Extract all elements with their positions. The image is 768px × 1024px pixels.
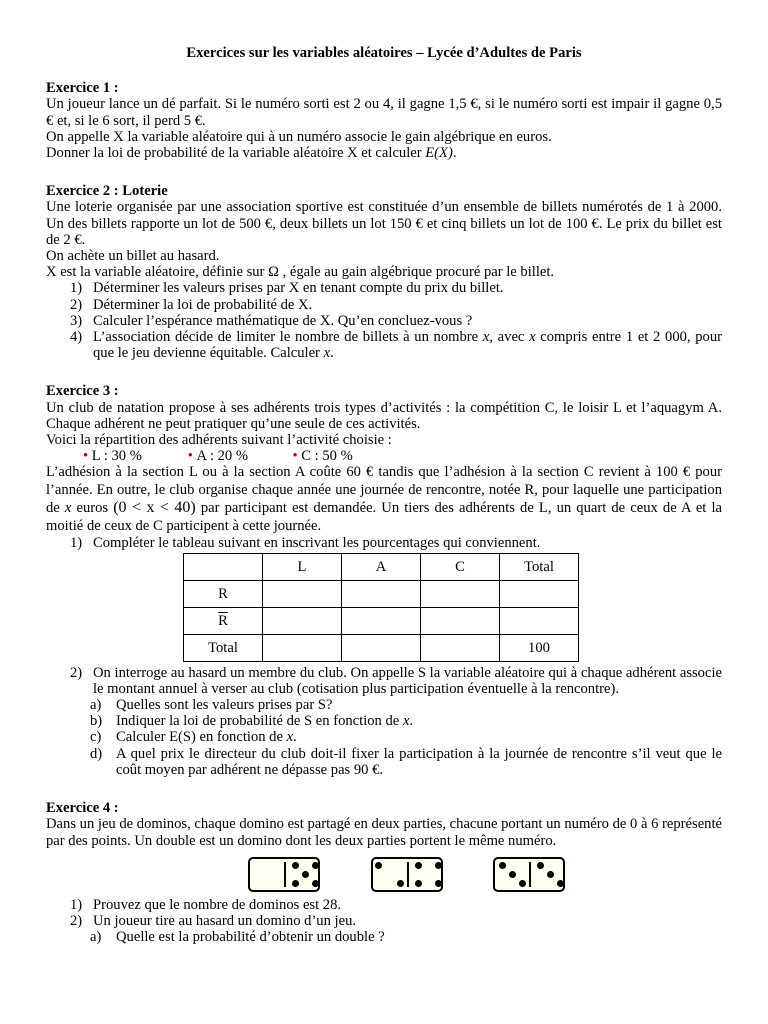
math-expectation: E(X) bbox=[425, 145, 453, 162]
exercise-2-heading: Exercice 2 : Loterie bbox=[46, 183, 168, 200]
domino-pip bbox=[292, 880, 299, 887]
bullet-icon: • bbox=[187, 448, 193, 465]
math-omega: Ω bbox=[268, 264, 279, 281]
item-number: 1) bbox=[70, 896, 83, 913]
domino-pip bbox=[292, 862, 299, 869]
domino-divider bbox=[529, 862, 531, 887]
table-row bbox=[184, 580, 579, 607]
distribution-bullets bbox=[46, 448, 722, 464]
table-cell bbox=[263, 580, 342, 607]
exercise-4-heading: Exercice 4 : bbox=[46, 800, 119, 817]
table-cell bbox=[421, 634, 500, 661]
text: X est la variable aléatoire, définie sur bbox=[46, 264, 269, 281]
domino-3-3 bbox=[493, 857, 565, 892]
domino-pip bbox=[415, 862, 422, 869]
exercise-3-text: Un club de natation propose à ses adhérents trois types d’activités : la compétition C, le loisir L et l’aquagym A. Chaque adhérent ne peut pratiquer qu’une seule de ces activités. bbox=[46, 399, 722, 432]
exercise-2-text: On achète un billet au hasard. bbox=[46, 248, 220, 265]
bullet-item: A : 20 % bbox=[196, 448, 249, 465]
list-item bbox=[46, 280, 722, 296]
domino-pip bbox=[547, 871, 554, 878]
table-cell: Total bbox=[184, 634, 263, 661]
table-cell bbox=[263, 607, 342, 634]
domino-pip bbox=[397, 880, 404, 887]
sub-item bbox=[46, 729, 722, 745]
item-number: 3) bbox=[70, 312, 83, 329]
table-cell: Total bbox=[500, 553, 579, 580]
domino-pip bbox=[375, 862, 382, 869]
math-x: x bbox=[286, 729, 294, 746]
domino-pip bbox=[557, 880, 564, 887]
text: , égale au gain algébrique procuré par le billet. bbox=[282, 264, 555, 281]
document-page bbox=[46, 45, 722, 945]
exercise-1-text: On appelle X la variable aléatoire qui à un numéro associe le gain algébrique en euros. bbox=[46, 128, 552, 145]
item-text: Indiquer la loi de probabilité de S en fonction de bbox=[116, 713, 403, 730]
list-item bbox=[46, 297, 722, 313]
table-cell: L bbox=[263, 553, 342, 580]
item-text: Déterminer la loi de probabilité de X. bbox=[93, 296, 313, 313]
exercise-3-text bbox=[46, 464, 722, 535]
domino-pip bbox=[519, 880, 526, 887]
percentage-table bbox=[183, 553, 579, 662]
item-number: a) bbox=[90, 929, 102, 946]
item-text: Un joueur tire au hasard un domino d’un jeu. bbox=[93, 912, 357, 929]
item-number: d) bbox=[90, 745, 103, 762]
table-row bbox=[184, 607, 579, 634]
text: . bbox=[330, 345, 334, 362]
table-cell bbox=[184, 553, 263, 580]
domino-pip bbox=[509, 871, 516, 878]
table-cell: 100 bbox=[500, 634, 579, 661]
domino-pip bbox=[312, 880, 319, 887]
bullet-icon: • bbox=[292, 448, 298, 465]
domino-illustrations bbox=[46, 853, 722, 897]
sub-item bbox=[46, 713, 722, 729]
table-header-row bbox=[184, 553, 579, 580]
text: Donner la loi de probabilité de la variable aléatoire X et calculer bbox=[46, 145, 426, 162]
list-item bbox=[46, 913, 722, 929]
table-cell bbox=[500, 607, 579, 634]
item-text: Déterminer les valeurs prises par X en tenant compte du prix du billet. bbox=[93, 280, 504, 297]
math-x: x bbox=[529, 329, 536, 346]
math-x: x bbox=[482, 329, 490, 346]
table-cell bbox=[500, 580, 579, 607]
text: par participant est demandée. Un tiers des adhérents de L, un quart de ceux de A et la moitié de ceux de C participent à cette journée. bbox=[46, 500, 722, 534]
list-item bbox=[46, 897, 722, 913]
domino-pip bbox=[537, 862, 544, 869]
table-cell bbox=[342, 580, 421, 607]
text: . bbox=[293, 729, 297, 746]
math-x: x bbox=[402, 713, 410, 730]
item-number: b) bbox=[90, 713, 103, 730]
item-text: Quelles sont les valeurs prises par S? bbox=[116, 697, 333, 714]
text: L’association décide de limiter le nombre de billets à un nombre bbox=[93, 329, 483, 346]
exercise-2-text bbox=[46, 264, 722, 280]
table-cell bbox=[421, 580, 500, 607]
bullet-item: C : 50 % bbox=[301, 448, 353, 465]
item-text: Calculer l’espérance mathématique de X. Qu’en concluez-vous ? bbox=[93, 312, 473, 329]
item-number: c) bbox=[90, 729, 102, 746]
exercise-1-heading: Exercice 1 : bbox=[46, 80, 119, 97]
item-text: A quel prix le directeur du club doit-il fixer la participation à la journée de rencontre s’il veut que le coût moyen par adhérent ne dépasse pas 90 €. bbox=[116, 745, 722, 778]
domino-divider bbox=[284, 862, 286, 887]
text: compris entre 1 et 2 000, pour que le jeu devienne équitable. Calculer bbox=[93, 329, 722, 362]
item-text: On interroge au hasard un membre du club. On appelle S la variable aléatoire qui à chaque adhérent associe le montant annuel à verser au club (cotisation plus participation éventuelle à la rencontre). bbox=[93, 664, 722, 697]
exercise-1-question bbox=[46, 145, 722, 161]
exercise-1-text: Un joueur lance un dé parfait. Si le numéro sorti est 2 ou 4, il gagne 1,5 €, si le numéro sorti est impair il gagne 0,5 € et, si le 6 sort, il perd 5 €. bbox=[46, 96, 722, 129]
exercise-2-text: Une loterie organisée par une association sportive est constituée d’un ensemble de billets numérotés de 1 à 2000. Un des billets rapporte un lot de 500 €, deux billets un lot 150 € et cinq billets un lot de 100 €. Le prix du billet est de 2 €. bbox=[46, 199, 722, 248]
table-cell: C bbox=[421, 553, 500, 580]
text: . bbox=[409, 713, 414, 730]
table-cell bbox=[342, 634, 421, 661]
list-item bbox=[46, 313, 722, 329]
text: euros bbox=[71, 500, 114, 517]
exercise-4-text: Dans un jeu de dominos, chaque domino est partagé en deux parties, chacune portant un numéro de 0 à 6 représenté par des points. Un double est un domino dont les deux parties portent le même numéro. bbox=[46, 816, 722, 849]
item-number: 2) bbox=[70, 664, 83, 681]
sub-item bbox=[46, 746, 722, 778]
table-cell: A bbox=[342, 553, 421, 580]
math-x: x bbox=[64, 500, 72, 517]
domino-pip bbox=[435, 880, 442, 887]
domino-0-5 bbox=[248, 857, 320, 892]
list-item bbox=[46, 329, 722, 361]
domino-pip bbox=[312, 862, 319, 869]
item-text: Quelle est la probabilité d’obtenir un double ? bbox=[116, 929, 385, 946]
item-number: 1) bbox=[70, 280, 83, 297]
list-item bbox=[46, 535, 722, 551]
table-row bbox=[184, 634, 579, 661]
text: . bbox=[452, 145, 457, 162]
item-number: 4) bbox=[70, 329, 83, 346]
math-x: x bbox=[323, 345, 331, 362]
exercise-3-heading: Exercice 3 : bbox=[46, 383, 119, 400]
sub-item bbox=[46, 929, 722, 945]
item-text: Prouvez que le nombre de dominos est 28. bbox=[93, 896, 342, 913]
list-item bbox=[46, 665, 722, 697]
item-number: 1) bbox=[70, 535, 83, 552]
bullet-item: L : 30 % bbox=[91, 448, 142, 465]
item-number: a) bbox=[90, 697, 102, 714]
domino-pip bbox=[302, 871, 309, 878]
document-title: Exercices sur les variables aléatoires – Lycée d’Adultes de Paris bbox=[186, 45, 582, 61]
table-cell bbox=[342, 607, 421, 634]
item-text: Calculer E(S) en fonction de bbox=[116, 729, 287, 746]
domino-pip bbox=[499, 862, 506, 869]
item-text: Compléter le tableau suivant en inscrivant les pourcentages qui conviennent. bbox=[93, 535, 541, 552]
item-number: 2) bbox=[70, 296, 83, 313]
domino-divider bbox=[407, 862, 409, 887]
domino-2-4 bbox=[371, 857, 443, 892]
math-interval: (0 < x < 40) bbox=[113, 499, 196, 517]
table-cell: $\overline{R}$ bbox=[184, 607, 263, 634]
exercise-3-text: Voici la répartition des adhérents suivant l’activité choisie : bbox=[46, 432, 392, 449]
text: , avec bbox=[489, 329, 530, 346]
bullet-icon: • bbox=[83, 448, 89, 465]
table-cell bbox=[263, 634, 342, 661]
text: L’adhésion à la section L ou à la section A coûte 60 € tandis que l’adhésion à la section C revient à 100 € pour l’année. En outre, le club organise chaque année une journée de rencontre, notée R, pour laquelle une participation de bbox=[46, 464, 722, 517]
table-cell bbox=[421, 607, 500, 634]
domino-pip bbox=[435, 862, 442, 869]
table-cell: R bbox=[184, 580, 263, 607]
sub-item bbox=[46, 697, 722, 713]
domino-pip bbox=[415, 880, 422, 887]
item-number: 2) bbox=[70, 912, 83, 929]
